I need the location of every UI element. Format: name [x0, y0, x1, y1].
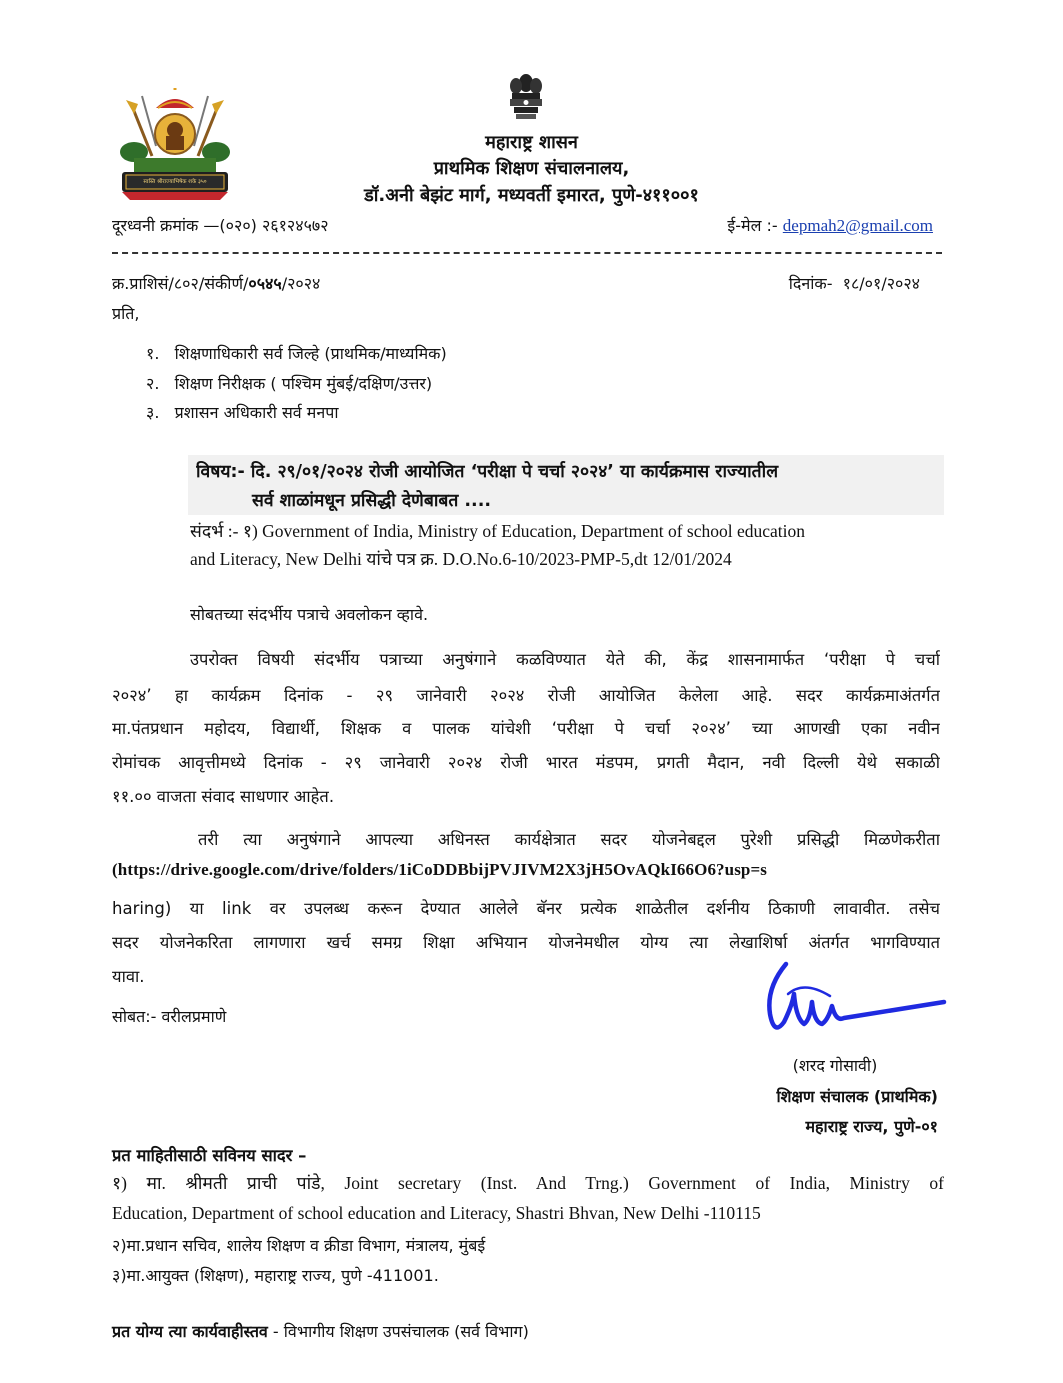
signatory-designation: शिक्षण संचालक (प्राथमिक) [776, 1087, 938, 1106]
header-divider [112, 252, 942, 254]
reference-line-1: संदर्भ :- १) Government of India, Ministry of Education, Department of school education [190, 521, 806, 541]
seal-inscription: स्वस्ति श्रीराज्याभिषेक शके ३५० [143, 179, 207, 185]
to-label: प्रति, [112, 304, 140, 323]
copy-info-item-2: २)मा.प्रधान सचिव, शालेय शिक्षण व क्रीडा विभाग, मंत्रालय, मुंबई [112, 1236, 486, 1255]
copy-info-item-1: १) मा. श्रीमती प्राची पांडे, Joint secretary (Inst. And Trng.) Government of India, Ministry of [112, 1173, 944, 1193]
subject-line-1: विषय:- दि. २९/०१/२०२४ रोजी आयोजित ‘परीक्षा पे चर्चा २०२४’ या कार्यक्रमास राज्यातील [196, 462, 779, 482]
ref-number-bold: ०५४५ [248, 274, 282, 293]
recipient-2: २. शिक्षण निरीक्षक ( पश्चिम मुंबई/दक्षिण/उत्तर) [146, 374, 433, 393]
letter-date: दिनांक- १८/०१/२०२४ [788, 274, 920, 293]
office-address: डॉ.अनी बेझंट मार्ग, मध्यवर्ती इमारत, पुणे-४११००१ [364, 185, 699, 206]
para1-line-2: २०२४’ हा कार्यक्रम दिनांक - २९ जानेवारी २०२४ रोजी आयोजित केलेला आहे. सदर कार्यक्रमाअंतर्गत [112, 686, 940, 705]
government-title: महाराष्ट्र शासन [485, 132, 578, 153]
ref-prefix: क्र.प्राशिसं/८०२/संकीर्ण/ [112, 274, 249, 293]
signatory-name: (शरद गोसावी) [792, 1056, 878, 1075]
phone-number: दूरध्वनी क्रमांक —(०२०) २६१२४५७२ [112, 216, 329, 235]
para2-line-4: सदर योजनेकरिता लागणारा खर्च समग्र शिक्षा अभियान योजनेमधील योग्य त्या लेखाशिर्षा अंतर्गत भागविण्यात [112, 933, 940, 952]
para2-line-1: तरी त्या अनुषंगाने आपल्या अधिनस्त कार्यक्षेत्रात सदर योजनेबद्दल पुरेशी प्रसिद्धी मिळणेकरीता [198, 830, 940, 849]
copy-action-line [112, 1320, 529, 1342]
copy-action-text: - विभागीय शिक्षण उपसंचालक (सर्व विभाग) [267, 1322, 529, 1341]
national-emblem-icon [506, 72, 546, 122]
para1-line-1: उपरोक्त विषयी संदर्भीय पत्राच्या अनुषंगाने कळविण्यात येते की, केंद्र शासनामार्फत ‘परीक्षा पे चर्चा [190, 650, 940, 669]
recipient-1: १. शिक्षणाधिकारी सर्व जिल्हे (प्राथमिक/माध्यमिक) [146, 344, 447, 363]
copy-action-label: प्रत योग्य त्या कार्यवाहीस्तव [112, 1322, 268, 1341]
intro-line: सोबतच्या संदर्भीय पत्राचे अवलोकन व्हावे. [190, 605, 429, 624]
copy-info-item-1-cont: Education, Department of school education and Literacy, Shastri Bhvan, New Delhi -110115 [112, 1203, 761, 1223]
email-block [600, 214, 933, 236]
reference-line-2: and Literacy, New Delhi यांचे पत्र क्र. D.O.No.6-10/2023-PMP-5,dt 12/01/2024 [190, 549, 732, 569]
letter-reference-number [112, 272, 320, 294]
para1-line-4: रोमांचक आवृत्तीमध्ये दिनांक - २९ जानेवारी २०२४ रोजी भारत मंडपम, प्रगती मैदान, नवी दिल्ली येथे सकाळी [112, 753, 940, 772]
para2-line-3: haring) या link वर उपलब्ध करून देण्यात आलेले बॅनर प्रत्येक शाळेतील दर्शनीय ठिकाणी लावावीत. तसेच [112, 899, 940, 918]
enclosure-line: सोबत:- वरीलप्रमाणे [112, 1007, 227, 1026]
handwritten-signature [752, 958, 952, 1048]
email-link[interactable]: depmah2@gmail.com [782, 216, 933, 235]
email-label: ई-मेल :- [727, 216, 778, 235]
para1-line-3: मा.पंतप्रधान महोदय, विद्यार्थी, शिक्षक व पालक यांचेशी ‘परीक्षा पे चर्चा २०२४’ च्या आणखी एका नवीन [112, 719, 940, 738]
drive-link[interactable]: (https://drive.google.com/drive/folders/1iCoDDBbijPVJIVM2X3jH5OvAQkI66O6?usp=s [112, 860, 767, 879]
directorate-title: प्राथमिक शिक्षण संचालनालय, [433, 158, 630, 179]
para1-line-5: ११.०० वाजता संवाद साधणार आहेत. [112, 787, 335, 806]
ref-suffix: /२०२४ [281, 274, 321, 293]
signatory-office: महाराष्ट्र राज्य, पुणे-०१ [805, 1117, 938, 1136]
copy-info-item-3: ३)मा.आयुक्त (शिक्षण), महाराष्ट्र राज्य, पुणे -411001. [112, 1266, 439, 1285]
subject-line-2: सर्व शाळांमधून प्रसिद्धी देणेबाबत .... [252, 491, 491, 511]
copy-info-heading: प्रत माहितीसाठी सविनय सादर – [112, 1146, 307, 1165]
recipient-3: ३. प्रशासन अधिकारी सर्व मनपा [146, 403, 339, 422]
para2-line-5: यावा. [112, 967, 145, 986]
